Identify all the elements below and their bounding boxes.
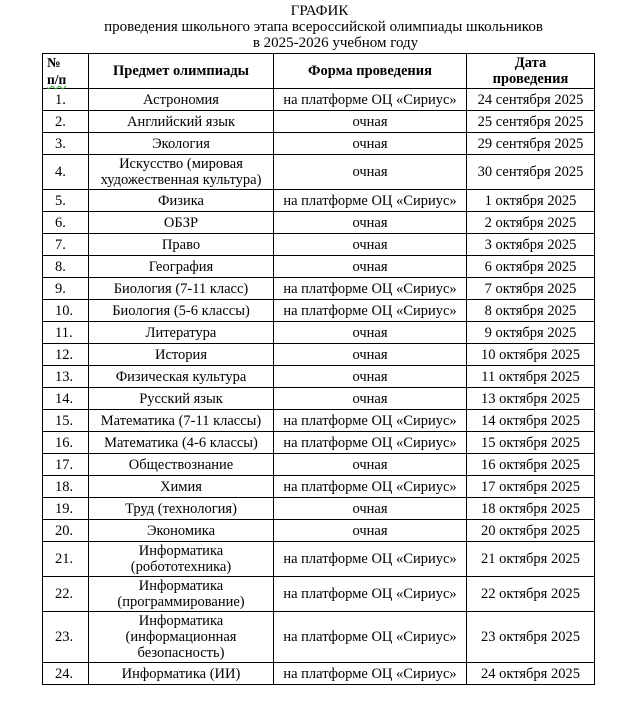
table-header-row (43, 54, 595, 89)
subject-line: Информатика (ИИ) (121, 665, 241, 682)
cell-date: 13 октября 2025 (467, 388, 595, 410)
cell-form: очная (274, 133, 467, 155)
cell-subject (89, 454, 274, 476)
title-heading: ГРАФИК (290, 3, 349, 19)
subject-line: Русский язык (139, 390, 223, 407)
subject-line: Литература (145, 324, 217, 341)
cell-subject (89, 476, 274, 498)
cell-date: 25 сентября 2025 (467, 111, 595, 133)
cell-number: 2. (43, 111, 89, 133)
cell-form: очная (274, 256, 467, 278)
cell-form: на платформе ОЦ «Сириус» (274, 663, 467, 685)
cell-subject (89, 190, 274, 212)
cell-form: на платформе ОЦ «Сириус» (274, 612, 467, 663)
table-row (43, 89, 595, 111)
cell-form: очная (274, 498, 467, 520)
cell-date: 17 октября 2025 (467, 476, 595, 498)
table-row (43, 476, 595, 498)
cell-subject (89, 432, 274, 454)
cell-date: 9 октября 2025 (467, 322, 595, 344)
cell-date: 14 октября 2025 (467, 410, 595, 432)
subject-line: География (148, 258, 214, 275)
cell-form: на платформе ОЦ «Сириус» (274, 410, 467, 432)
cell-number: 12. (43, 344, 89, 366)
cell-date: 24 сентября 2025 (467, 89, 595, 111)
cell-date: 29 сентября 2025 (467, 133, 595, 155)
table-row (43, 212, 595, 234)
cell-number: 6. (43, 212, 89, 234)
cell-subject (89, 520, 274, 542)
cell-form: на платформе ОЦ «Сириус» (274, 300, 467, 322)
cell-subject (89, 322, 274, 344)
cell-date: 30 сентября 2025 (467, 155, 595, 190)
subject-line: Информатика (138, 613, 224, 629)
subject-line: Физика (158, 192, 204, 209)
table-row (43, 454, 595, 476)
cell-date: 1 октября 2025 (467, 190, 595, 212)
olympiad-schedule-table (42, 53, 595, 685)
cell-form: очная (274, 234, 467, 256)
subject-line: Право (161, 236, 201, 253)
cell-form: на платформе ОЦ «Сириус» (274, 432, 467, 454)
header-date-line1: Дата (514, 55, 547, 71)
cell-date: 2 октября 2025 (467, 212, 595, 234)
cell-number: 10. (43, 300, 89, 322)
cell-number: 24. (43, 663, 89, 685)
subject-line: художественная культура) (100, 172, 262, 188)
cell-form: на платформе ОЦ «Сириус» (274, 542, 467, 577)
table-row (43, 366, 595, 388)
cell-subject (89, 388, 274, 410)
subject-line: (робототехника) (130, 559, 232, 575)
header-date (467, 54, 595, 89)
cell-number: 9. (43, 278, 89, 300)
header-subject: Предмет олимпиады (89, 54, 274, 89)
cell-date: 7 октября 2025 (467, 278, 595, 300)
subject-line: Математика (7-11 классы) (100, 412, 262, 429)
cell-form: очная (274, 344, 467, 366)
cell-date: 6 октября 2025 (467, 256, 595, 278)
cell-subject (89, 366, 274, 388)
subject-line: (информационная (125, 629, 237, 645)
cell-number: 23. (43, 612, 89, 663)
cell-number: 13. (43, 366, 89, 388)
cell-form: на платформе ОЦ «Сириус» (274, 476, 467, 498)
cell-date: 22 октября 2025 (467, 577, 595, 612)
cell-subject (89, 212, 274, 234)
cell-subject (89, 498, 274, 520)
subject-line: Химия (160, 478, 202, 495)
table-row (43, 155, 595, 190)
subject-line: Биология (5-6 классы) (112, 302, 250, 319)
header-date-line2: проведения (492, 71, 569, 87)
cell-form: очная (274, 388, 467, 410)
cell-number: 5. (43, 190, 89, 212)
cell-form: на платформе ОЦ «Сириус» (274, 89, 467, 111)
table-row (43, 190, 595, 212)
cell-date: 8 октября 2025 (467, 300, 595, 322)
document-title (0, 3, 631, 51)
cell-number: 7. (43, 234, 89, 256)
subject-line: Биология (7-11 класс) (113, 280, 249, 297)
cell-form: очная (274, 212, 467, 234)
cell-form: очная (274, 366, 467, 388)
cell-date: 21 октября 2025 (467, 542, 595, 577)
table-row (43, 234, 595, 256)
cell-number: 19. (43, 498, 89, 520)
cell-subject (89, 133, 274, 155)
cell-form: на платформе ОЦ «Сириус» (274, 278, 467, 300)
cell-number: 1. (43, 89, 89, 111)
table-body (43, 89, 595, 685)
cell-number: 21. (43, 542, 89, 577)
table-row (43, 577, 595, 612)
cell-number: 4. (43, 155, 89, 190)
cell-subject (89, 410, 274, 432)
table-row (43, 432, 595, 454)
subject-line: Обществознание (128, 456, 234, 473)
table-row (43, 542, 595, 577)
table-row (43, 410, 595, 432)
cell-number: 18. (43, 476, 89, 498)
subject-line: Физическая культура (115, 368, 247, 385)
cell-date: 15 октября 2025 (467, 432, 595, 454)
cell-subject (89, 256, 274, 278)
subject-line: безопасность) (137, 645, 225, 661)
subject-line: Астрономия (143, 91, 219, 108)
cell-date: 20 октября 2025 (467, 520, 595, 542)
cell-form: очная (274, 111, 467, 133)
table-row (43, 663, 595, 685)
cell-date: 18 октября 2025 (467, 498, 595, 520)
cell-date: 3 октября 2025 (467, 234, 595, 256)
subject-line: Искусство (мировая (119, 156, 243, 172)
table-row (43, 278, 595, 300)
table-row (43, 111, 595, 133)
table-row (43, 520, 595, 542)
cell-subject (89, 89, 274, 111)
cell-subject (89, 278, 274, 300)
table-row (43, 498, 595, 520)
subject-line: Математика (4-6 классы) (104, 434, 258, 451)
cell-date: 10 октября 2025 (467, 344, 595, 366)
header-number-abbrev: п/п (47, 72, 67, 87)
table-row (43, 344, 595, 366)
cell-date: 24 октября 2025 (467, 663, 595, 685)
header-form: Форма проведения (274, 54, 467, 89)
cell-number: 22. (43, 577, 89, 612)
table-row (43, 133, 595, 155)
cell-form: очная (274, 155, 467, 190)
table-row (43, 612, 595, 663)
cell-number: 11. (43, 322, 89, 344)
table-row (43, 300, 595, 322)
cell-subject (89, 155, 274, 190)
cell-date: 11 октября 2025 (467, 366, 595, 388)
cell-subject (89, 300, 274, 322)
cell-form: на платформе ОЦ «Сириус» (274, 190, 467, 212)
subject-line: Экономика (146, 522, 216, 539)
subject-line: Труд (технология) (125, 500, 237, 517)
subject-line: ОБЗР (163, 214, 199, 231)
title-academic-year: в 2025-2026 учебном году (252, 35, 419, 51)
table-row (43, 256, 595, 278)
cell-date: 23 октября 2025 (467, 612, 595, 663)
table-row (43, 322, 595, 344)
cell-number: 8. (43, 256, 89, 278)
cell-number: 14. (43, 388, 89, 410)
subject-line: Информатика (138, 578, 224, 594)
subject-line: Информатика (138, 543, 224, 559)
subject-line: История (155, 346, 207, 363)
cell-number: 17. (43, 454, 89, 476)
cell-subject (89, 344, 274, 366)
header-number (43, 54, 89, 89)
cell-form: очная (274, 322, 467, 344)
subject-line: (программирование) (117, 594, 245, 610)
cell-subject (89, 234, 274, 256)
cell-subject (89, 542, 274, 577)
header-number-symbol: № (47, 55, 61, 70)
cell-number: 15. (43, 410, 89, 432)
cell-form: очная (274, 454, 467, 476)
cell-number: 20. (43, 520, 89, 542)
cell-form: на платформе ОЦ «Сириус» (274, 577, 467, 612)
subject-line: Английский язык (126, 113, 235, 130)
subject-line: Экология (152, 135, 210, 152)
cell-number: 3. (43, 133, 89, 155)
cell-form: очная (274, 520, 467, 542)
cell-subject (89, 577, 274, 612)
cell-number: 16. (43, 432, 89, 454)
cell-subject (89, 111, 274, 133)
table-row (43, 388, 595, 410)
cell-subject (89, 612, 274, 663)
cell-subject (89, 663, 274, 685)
title-subtitle: проведения школьного этапа всероссийской олимпиады школьников (104, 19, 543, 35)
cell-date: 16 октября 2025 (467, 454, 595, 476)
